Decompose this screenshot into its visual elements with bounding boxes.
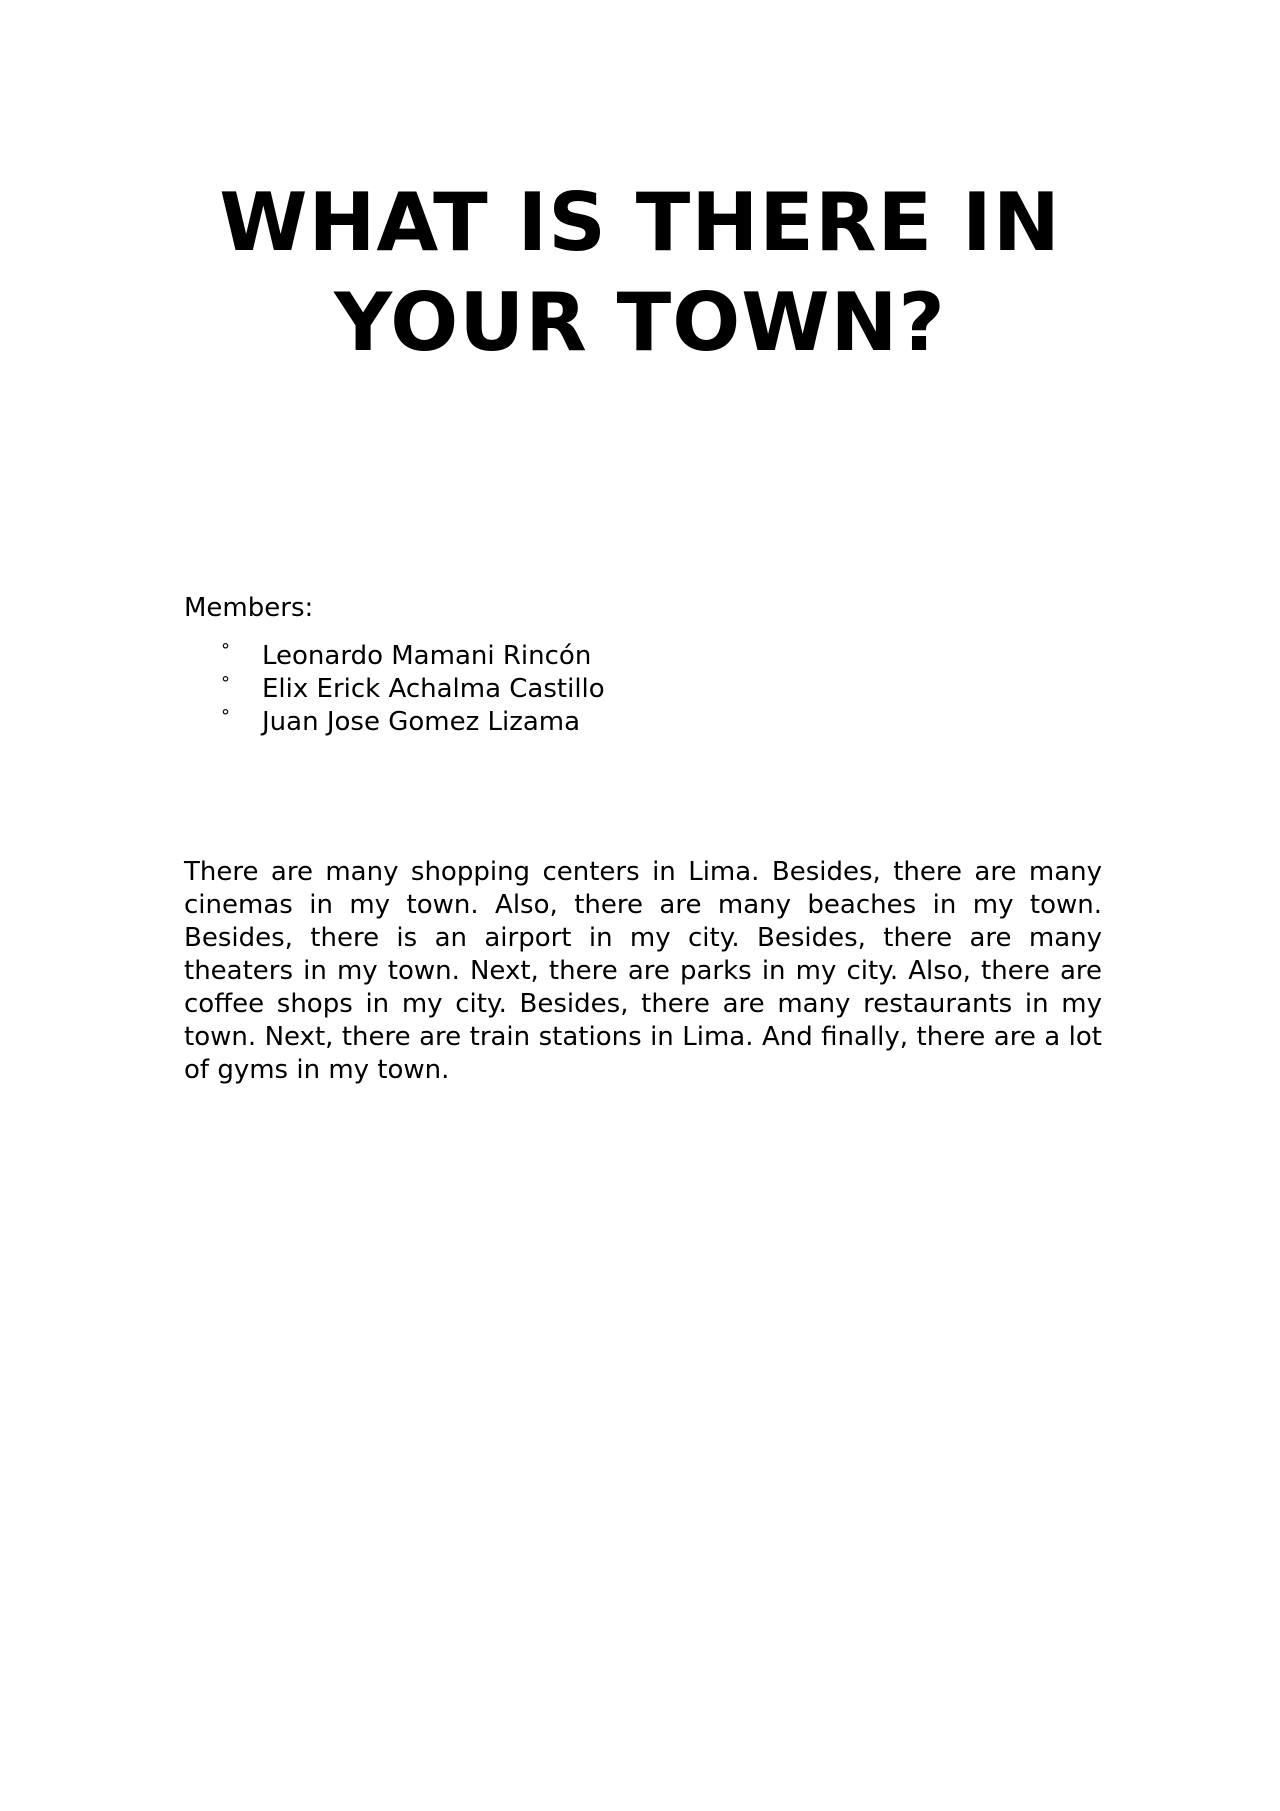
member-name: Juan Jose Gomez Lizama xyxy=(262,707,581,737)
title-line-2: YOUR TOWN? xyxy=(334,276,946,369)
member-item xyxy=(184,706,605,739)
bullet-icon: ° xyxy=(221,673,230,694)
members-label: Members: xyxy=(184,593,314,623)
member-item xyxy=(184,640,605,673)
bullet-icon: ° xyxy=(221,706,230,727)
member-name: Leonardo Mamani Rincón xyxy=(262,641,592,671)
title-line-1: WHAT IS THERE IN xyxy=(219,176,1061,269)
members-list xyxy=(184,640,605,739)
document-title xyxy=(0,173,1280,373)
bullet-icon: ° xyxy=(221,640,230,661)
member-item xyxy=(184,673,605,706)
body-paragraph: There are many shopping centers in Lima. Besides, there are many cinemas in my town. Also, there are many beaches in my town. Besides, there is an airport in my city. Besides, there are many theaters in my town. Next, there are parks in my city. Also, there are coffee shops in my city. Besides, there are many restaurants in my town. Next, there are train stations in Lima. And finally, there are a lot of gyms in my town. xyxy=(184,857,1102,1085)
member-name: Elix Erick Achalma Castillo xyxy=(262,674,605,704)
